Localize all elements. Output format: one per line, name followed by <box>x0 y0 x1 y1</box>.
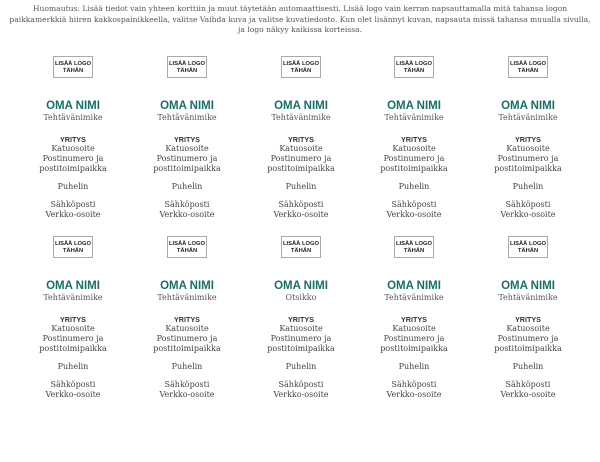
card-postal[interactable]: Postinumero ja <box>497 154 559 163</box>
card-phone[interactable]: Puhelin <box>398 362 430 371</box>
card-job-title[interactable]: Tehtävänimike <box>498 113 558 122</box>
card-grid <box>0 56 600 416</box>
card-postal[interactable]: Postinumero ja <box>156 334 218 343</box>
card-company[interactable]: YRITYS <box>60 315 86 324</box>
card-name[interactable]: OMA NIMI <box>46 280 100 292</box>
card-job-title[interactable]: Otsikko <box>285 293 317 302</box>
card-street[interactable]: Katuosoite <box>51 144 95 153</box>
card-phone[interactable]: Puhelin <box>512 362 544 371</box>
card-postal[interactable]: Postinumero ja <box>270 154 332 163</box>
card-job-title[interactable]: Tehtävänimike <box>384 113 444 122</box>
card-website[interactable]: Verkko-osoite <box>386 210 442 219</box>
business-card <box>244 236 358 400</box>
logo-placeholder[interactable]: LISÄÄ LOGO TÄHÄN <box>508 56 548 78</box>
card-website[interactable]: Verkko-osoite <box>45 210 101 219</box>
card-phone[interactable]: Puhelin <box>57 362 89 371</box>
card-phone[interactable]: Puhelin <box>57 182 89 191</box>
business-card <box>471 56 585 220</box>
business-card <box>16 56 130 220</box>
card-email[interactable]: Sähköposti <box>391 380 437 389</box>
card-email[interactable]: Sähköposti <box>505 380 551 389</box>
card-job-title[interactable]: Tehtävänimike <box>157 293 217 302</box>
card-postal[interactable]: Postinumero ja <box>42 334 104 343</box>
card-postal[interactable]: Postinumero ja <box>156 154 218 163</box>
card-email[interactable]: Sähköposti <box>164 200 210 209</box>
card-city[interactable]: postitoimipaikka <box>267 344 335 353</box>
instruction-note: Huomautus: Lisää tiedot vain yhteen korttiin ja muut täytetään automaattisesti. Lisää logo vain kerran napsauttamalla mitä tahansa logon paikkamerkkiä hiiren kakkospainikkeella, valitse Vaihda kuva ja valitse kuvatiedosto. Kun olet lisännyt kuvan, napsauta missä tahansa muualla sivulla, ja logo näkyy kaikissa korteissa. <box>9 4 591 34</box>
card-name[interactable]: OMA NIMI <box>160 100 214 112</box>
card-phone[interactable]: Puhelin <box>285 182 317 191</box>
card-job-title[interactable]: Tehtävänimike <box>498 293 558 302</box>
card-email[interactable]: Sähköposti <box>505 200 551 209</box>
business-card <box>471 236 585 400</box>
card-city[interactable]: postitoimipaikka <box>153 164 221 173</box>
card-street[interactable]: Katuosoite <box>279 144 323 153</box>
card-city[interactable]: postitoimipaikka <box>153 344 221 353</box>
business-card <box>130 236 244 400</box>
logo-placeholder[interactable]: LISÄÄ LOGO TÄHÄN <box>508 236 548 258</box>
card-postal[interactable]: Postinumero ja <box>270 334 332 343</box>
card-website[interactable]: Verkko-osoite <box>45 390 101 399</box>
business-card <box>130 56 244 220</box>
card-street[interactable]: Katuosoite <box>165 144 209 153</box>
card-postal[interactable]: Postinumero ja <box>497 334 559 343</box>
card-name[interactable]: OMA NIMI <box>274 280 328 292</box>
card-phone[interactable]: Puhelin <box>398 182 430 191</box>
card-city[interactable]: postitoimipaikka <box>39 164 107 173</box>
card-website[interactable]: Verkko-osoite <box>500 210 556 219</box>
business-card <box>357 236 471 400</box>
business-card <box>244 56 358 220</box>
card-email[interactable]: Sähköposti <box>50 200 96 209</box>
card-row-2 <box>0 236 600 416</box>
logo-placeholder[interactable]: LISÄÄ LOGO TÄHÄN <box>53 236 93 258</box>
card-name[interactable]: OMA NIMI <box>387 100 441 112</box>
card-website[interactable]: Verkko-osoite <box>500 390 556 399</box>
card-postal[interactable]: Postinumero ja <box>383 334 445 343</box>
card-street[interactable]: Katuosoite <box>392 144 436 153</box>
card-company[interactable]: YRITYS <box>288 315 314 324</box>
card-email[interactable]: Sähköposti <box>164 380 210 389</box>
card-company[interactable]: YRITYS <box>174 315 200 324</box>
card-name[interactable]: OMA NIMI <box>274 100 328 112</box>
card-company[interactable]: YRITYS <box>401 135 427 144</box>
card-company[interactable]: YRITYS <box>401 315 427 324</box>
card-phone[interactable]: Puhelin <box>285 362 317 371</box>
logo-placeholder[interactable]: LISÄÄ LOGO TÄHÄN <box>167 56 207 78</box>
card-website[interactable]: Verkko-osoite <box>273 390 329 399</box>
card-name[interactable]: OMA NIMI <box>501 280 555 292</box>
card-job-title[interactable]: Tehtävänimike <box>43 293 103 302</box>
card-job-title[interactable]: Tehtävänimike <box>157 113 217 122</box>
logo-placeholder[interactable]: LISÄÄ LOGO TÄHÄN <box>53 56 93 78</box>
card-company[interactable]: YRITYS <box>174 135 200 144</box>
card-city[interactable]: postitoimipaikka <box>267 164 335 173</box>
card-website[interactable]: Verkko-osoite <box>273 210 329 219</box>
card-city[interactable]: postitoimipaikka <box>39 344 107 353</box>
card-company[interactable]: YRITYS <box>515 135 541 144</box>
card-city[interactable]: postitoimipaikka <box>380 344 448 353</box>
card-job-title[interactable]: Tehtävänimike <box>43 113 103 122</box>
card-website[interactable]: Verkko-osoite <box>386 390 442 399</box>
business-card <box>357 56 471 220</box>
business-card <box>16 236 130 400</box>
card-city[interactable]: postitoimipaikka <box>494 344 562 353</box>
card-street[interactable]: Katuosoite <box>506 324 550 333</box>
card-email[interactable]: Sähköposti <box>278 380 324 389</box>
card-city[interactable]: postitoimipaikka <box>380 164 448 173</box>
card-street[interactable]: Katuosoite <box>279 324 323 333</box>
card-website[interactable]: Verkko-osoite <box>159 210 215 219</box>
card-name[interactable]: OMA NIMI <box>387 280 441 292</box>
logo-placeholder[interactable]: LISÄÄ LOGO TÄHÄN <box>394 56 434 78</box>
logo-placeholder[interactable]: LISÄÄ LOGO TÄHÄN <box>281 236 321 258</box>
card-company[interactable]: YRITYS <box>515 315 541 324</box>
card-street[interactable]: Katuosoite <box>51 324 95 333</box>
card-phone[interactable]: Puhelin <box>171 182 203 191</box>
card-street[interactable]: Katuosoite <box>506 144 550 153</box>
card-phone[interactable]: Puhelin <box>512 182 544 191</box>
card-email[interactable]: Sähköposti <box>391 200 437 209</box>
logo-placeholder[interactable]: LISÄÄ LOGO TÄHÄN <box>167 236 207 258</box>
card-website[interactable]: Verkko-osoite <box>159 390 215 399</box>
card-job-title[interactable]: Tehtävänimike <box>384 293 444 302</box>
card-city[interactable]: postitoimipaikka <box>494 164 562 173</box>
card-email[interactable]: Sähköposti <box>278 200 324 209</box>
card-name[interactable]: OMA NIMI <box>501 100 555 112</box>
card-postal[interactable]: Postinumero ja <box>42 154 104 163</box>
card-phone[interactable]: Puhelin <box>171 362 203 371</box>
card-company[interactable]: YRITYS <box>288 135 314 144</box>
card-name[interactable]: OMA NIMI <box>46 100 100 112</box>
card-row-1 <box>0 56 600 236</box>
card-email[interactable]: Sähköposti <box>50 380 96 389</box>
card-street[interactable]: Katuosoite <box>165 324 209 333</box>
card-street[interactable]: Katuosoite <box>392 324 436 333</box>
logo-placeholder[interactable]: LISÄÄ LOGO TÄHÄN <box>281 56 321 78</box>
card-postal[interactable]: Postinumero ja <box>383 154 445 163</box>
card-company[interactable]: YRITYS <box>60 135 86 144</box>
logo-placeholder[interactable]: LISÄÄ LOGO TÄHÄN <box>394 236 434 258</box>
card-job-title[interactable]: Tehtävänimike <box>271 113 331 122</box>
card-name[interactable]: OMA NIMI <box>160 280 214 292</box>
